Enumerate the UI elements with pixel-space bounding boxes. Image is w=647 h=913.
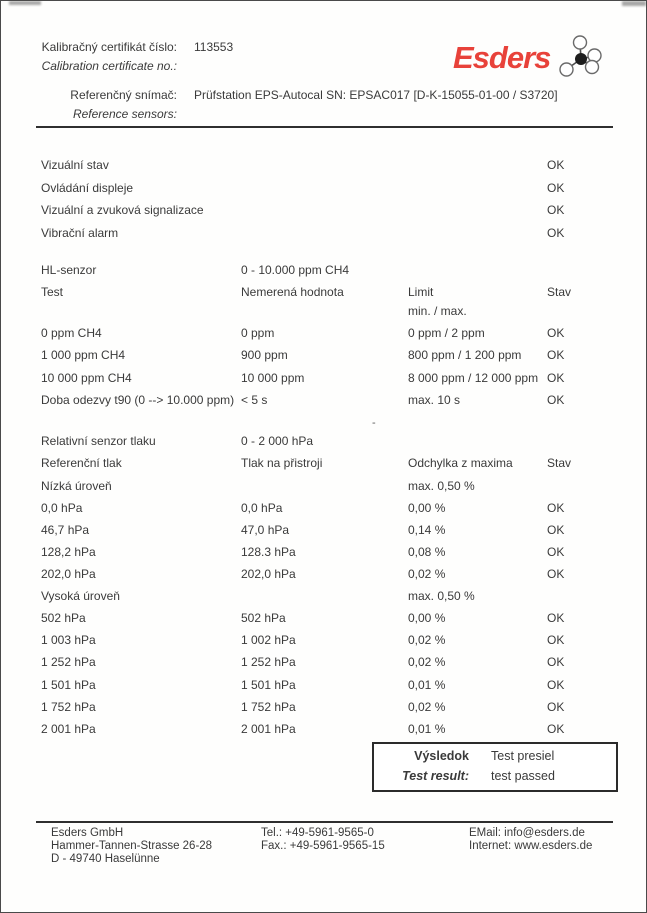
- test-label: 10 000 ppm CH4: [41, 371, 132, 385]
- column-header-row: [1, 285, 646, 302]
- footer-company-name: Esders GmbH: [51, 827, 124, 839]
- result-value-en: test passed: [491, 769, 555, 783]
- status-value: OK: [547, 523, 565, 537]
- reference-sensor-label-en: Reference sensors:: [72, 107, 177, 121]
- table-row: [1, 181, 646, 198]
- ref-pressure: 2 001 hPa: [41, 722, 96, 736]
- col-header-measured: Nemerená hodnota: [241, 285, 344, 299]
- device-pressure: 202,0 hPa: [241, 567, 296, 581]
- sensor-range: 0 - 10.000 ppm CH4: [241, 263, 350, 277]
- ref-pressure: 202,0 hPa: [41, 567, 96, 581]
- esders-logo: Esders: [453, 40, 551, 75]
- limit-value: max. 10 s: [408, 393, 461, 407]
- table-row: [1, 371, 646, 388]
- col-header-ref: Referenční tlak: [41, 456, 122, 470]
- cert-number-label-en: Calibration certificate no.:: [41, 59, 177, 73]
- ref-pressure: 1 501 hPa: [41, 678, 96, 692]
- ref-pressure: 0,0 hPa: [41, 501, 83, 515]
- status-value: OK: [547, 501, 565, 515]
- device-pressure: 1 002 hPa: [241, 633, 296, 647]
- deviation-value: 0,01 %: [408, 722, 446, 736]
- ref-pressure: 1 252 hPa: [41, 655, 96, 669]
- table-row: [1, 203, 646, 220]
- footer-divider: [36, 821, 613, 823]
- footer-fax: Fax.: +49-5961-9565-15: [261, 840, 385, 852]
- result-value-sk: Test presiel: [491, 749, 555, 763]
- check-label: Vizuální a zvuková signalizace: [41, 203, 204, 217]
- section-title-row: [1, 263, 646, 280]
- status-value: OK: [547, 226, 565, 240]
- deviation-value: 0,02 %: [408, 567, 446, 581]
- status-value: OK: [547, 158, 565, 172]
- footer-internet: Internet: www.esders.de: [469, 840, 593, 852]
- table-row: [1, 501, 646, 518]
- status-value: OK: [547, 348, 565, 362]
- test-result-box: [372, 742, 618, 792]
- status-value: OK: [547, 203, 565, 217]
- device-pressure: 1 252 hPa: [241, 655, 296, 669]
- measured-value: 0 ppm: [241, 326, 275, 340]
- deviation-value: 0,00 %: [408, 501, 446, 515]
- molecule-icon: [555, 32, 607, 82]
- status-value: OK: [547, 655, 565, 669]
- test-label: 1 000 ppm CH4: [41, 348, 126, 362]
- table-row: [1, 393, 646, 410]
- table-row: [1, 700, 646, 717]
- table-row: [1, 678, 646, 695]
- col-header-status: Stav: [547, 456, 572, 470]
- reference-sensor-label-sk: Referenčný snímač:: [70, 88, 177, 102]
- section-title: Relativní senzor tlaku: [41, 434, 156, 448]
- device-pressure: 47,0 hPa: [241, 523, 290, 537]
- device-pressure: 502 hPa: [241, 611, 286, 625]
- measured-value: 900 ppm: [241, 348, 288, 362]
- table-row: [1, 545, 646, 562]
- table-row: [1, 611, 646, 628]
- section-title-row: [1, 434, 646, 451]
- check-label: Ovládání displeje: [41, 181, 134, 195]
- col-header-deviation: Odchylka z maxima: [408, 456, 513, 470]
- status-value: OK: [547, 722, 565, 736]
- table-row: [1, 722, 646, 739]
- test-label: 0 ppm CH4: [41, 326, 102, 340]
- ref-pressure: 1 752 hPa: [41, 700, 96, 714]
- limit-subheader: min. / max.: [408, 304, 467, 318]
- table-row: [1, 158, 646, 175]
- check-label: Vizuální stav: [41, 158, 109, 172]
- status-value: OK: [547, 611, 565, 625]
- status-value: OK: [547, 326, 565, 340]
- scan-smudge-top-right: [622, 1, 646, 6]
- deviation-value: 0,00 %: [408, 611, 446, 625]
- col-header-device: Tlak na přistroji: [241, 456, 323, 470]
- footer-company-city: D - 49740 Haselünne: [51, 853, 160, 865]
- ref-pressure: 128,2 hPa: [41, 545, 96, 559]
- status-value: OK: [547, 567, 565, 581]
- deviation-value: 0,14 %: [408, 523, 446, 537]
- level-label-row: [1, 589, 646, 606]
- level-limit: max. 0,50 %: [408, 479, 475, 493]
- device-pressure: 0,0 hPa: [241, 501, 283, 515]
- measured-value: 10 000 ppm: [241, 371, 305, 385]
- level-limit: max. 0,50 %: [408, 589, 475, 603]
- column-header-row: [1, 456, 646, 473]
- result-label-en: Test result:: [402, 769, 469, 783]
- status-value: OK: [547, 633, 565, 647]
- table-row: [1, 633, 646, 650]
- ref-pressure: 1 003 hPa: [41, 633, 96, 647]
- device-pressure: 1 752 hPa: [241, 700, 296, 714]
- limit-value: 800 ppm / 1 200 ppm: [408, 348, 522, 362]
- status-value: OK: [547, 545, 565, 559]
- footer-company-street: Hammer-Tannen-Strasse 26-28: [51, 840, 213, 852]
- check-label: Vibrační alarm: [41, 226, 119, 240]
- section-title: HL-senzor: [41, 263, 97, 277]
- header-divider: [36, 126, 613, 128]
- deviation-value: 0,08 %: [408, 545, 446, 559]
- table-row: [1, 348, 646, 365]
- level-label: Nízká úroveň: [41, 479, 112, 493]
- table-row: [1, 226, 646, 243]
- cert-number-label-sk: Kalibračný certifikát číslo:: [41, 40, 177, 54]
- status-value: OK: [547, 678, 565, 692]
- status-value: OK: [547, 393, 565, 407]
- limit-value: 8 000 ppm / 12 000 ppm: [408, 371, 539, 385]
- status-value: OK: [547, 700, 565, 714]
- measured-value: < 5 s: [241, 393, 268, 407]
- deviation-value: 0,02 %: [408, 700, 446, 714]
- cert-number-value: 113553: [194, 40, 234, 54]
- sensor-range: 0 - 2 000 hPa: [241, 434, 314, 448]
- level-label-row: [1, 479, 646, 496]
- limit-value: 0 ppm / 2 ppm: [408, 326, 485, 340]
- device-pressure: 1 501 hPa: [241, 678, 296, 692]
- result-row-en: [374, 769, 616, 787]
- col-header-status: Stav: [547, 285, 572, 299]
- device-pressure: 2 001 hPa: [241, 722, 296, 736]
- deviation-value: 0,02 %: [408, 655, 446, 669]
- result-row-sk: [374, 749, 616, 767]
- device-pressure: 128.3 hPa: [241, 545, 296, 559]
- deviation-value: 0,01 %: [408, 678, 446, 692]
- status-value: OK: [547, 371, 565, 385]
- level-label: Vysoká úroveň: [41, 589, 120, 603]
- col-header-limit: Limit: [408, 285, 434, 299]
- subheader-row: [1, 304, 646, 321]
- scan-smudge-top-left: [9, 1, 41, 5]
- ref-pressure: 502 hPa: [41, 611, 86, 625]
- footer-email: EMail: info@esders.de: [469, 827, 585, 839]
- result-label-sk: Výsledok: [414, 749, 469, 763]
- reference-sensor-value: Prüfstation EPS-Autocal SN: EPSAC017 [D-K-15055-01-00 / S3720]: [194, 88, 558, 102]
- col-header-test: Test: [41, 285, 64, 299]
- table-row: [1, 523, 646, 540]
- ref-pressure: 46,7 hPa: [41, 523, 90, 537]
- table-row: [1, 567, 646, 584]
- status-value: OK: [547, 181, 565, 195]
- table-row: [1, 326, 646, 343]
- footer-tel: Tel.: +49-5961-9565-0: [261, 827, 374, 839]
- deviation-value: 0,02 %: [408, 633, 446, 647]
- table-row: [1, 655, 646, 672]
- scan-artifact-dash: -: [372, 417, 376, 429]
- test-label: Doba odezvy t90 (0 --> 10.000 ppm): [41, 393, 235, 407]
